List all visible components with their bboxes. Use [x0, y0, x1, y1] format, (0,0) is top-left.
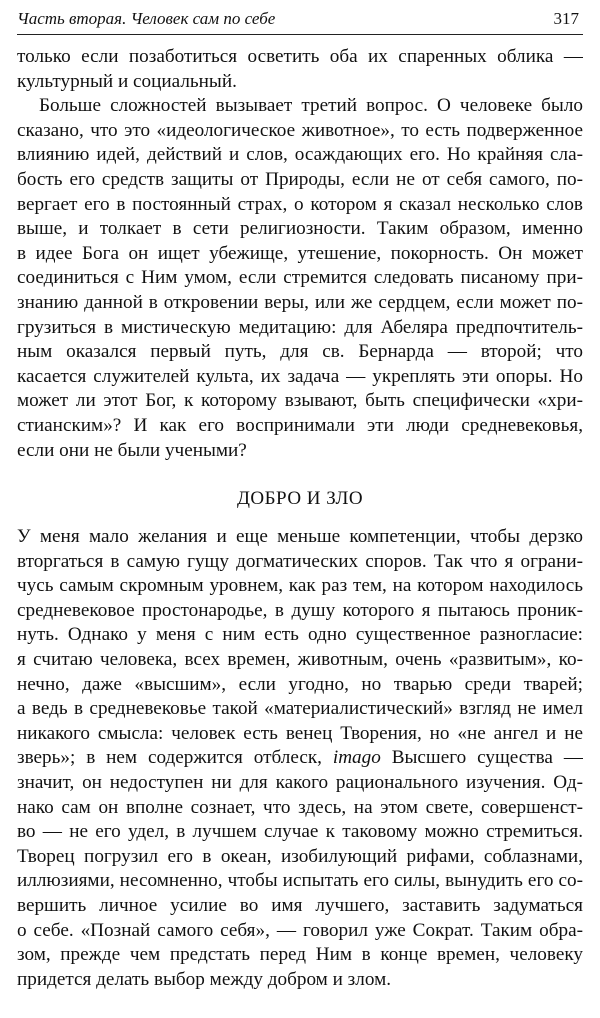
text-line: в идее Бога он ищет убежище, утешение, покорность. Он может — [17, 242, 583, 264]
text-line: касается служителей культа, их задача — укреплять эти опоры. Но — [17, 365, 583, 387]
paragraph-1 — [17, 45, 583, 94]
text-line: культурный и социальный. — [17, 70, 237, 92]
text-line: вергает его в постоянный страх, о котором я сказал несколько слов — [17, 193, 583, 215]
text-fragment: зверь»; в нем содержится отблеск, — [17, 747, 322, 769]
text-line: соединиться с Ним умом, если стремится следовать писаному при- — [17, 267, 583, 289]
text-line: а ведь в средневековье такой «материалистический» взгляд не имел — [17, 698, 583, 720]
running-title: Часть вторая. Человек сам по себе — [17, 9, 276, 28]
text-line: никакого смысла: человек есть венец Творения, но «не ангел и не — [17, 722, 583, 744]
section-heading: ДОБРО И ЗЛО — [236, 488, 364, 510]
text-line: влиянию идей, действий и слов, осаждающих его. Но крайняя сла- — [17, 144, 583, 166]
text-line: У меня мало желания и еще меньше компетенции, чтобы дерзко — [17, 526, 583, 548]
text-line: вторгаться в самую гущу догматических споров. Так что я ограни- — [17, 550, 583, 572]
text-line: сказано, что это «идеологическое животное», то есть подверженное — [17, 119, 583, 141]
text-line: средневековое простонародье, в душу которого я пытаюсь проник- — [17, 599, 583, 621]
paragraph-3 — [17, 525, 583, 992]
text-line: знанию данной в откровении веры, или же сердцем, если может по- — [17, 291, 583, 313]
text-line: чусь самым скромным уровнем, как раз тем, на котором находилось — [17, 575, 583, 597]
text-line: нако сам он вполне сознает, что здесь, на этом свете, совершенст- — [17, 796, 583, 818]
text-line: Больше сложностей вызывает третий вопрос. О человеке было — [39, 95, 583, 117]
text-line: только если позаботиться осветить оба их спаренных облика — — [17, 46, 583, 67]
text-line: может ли этот Бог, к которому взывают, быть специфически «хри- — [17, 390, 583, 412]
italic-term: imago — [332, 747, 381, 769]
text-line: если они не были учеными? — [17, 439, 247, 461]
text-line: придется делать выбор между добром и злом. — [17, 968, 392, 990]
running-header — [17, 8, 583, 30]
book-page — [17, 8, 583, 992]
text-line: о себе. «Познай самого себя», — говорил уже Сократ. Таким обра- — [17, 919, 583, 941]
text-line: значит, он недоступен ни для какого рационального изучения. Од- — [17, 772, 583, 794]
text-line: нуть. Однако у меня с ним есть одно существенное разногласие: — [17, 624, 583, 646]
text-line: Творец погрузил его в океан, изобилующий рифами, соблазнами, — [17, 845, 583, 867]
text-line: нечно, даже «высшим», если угодно, но тварью среди тварей; — [17, 673, 583, 695]
text-line: стианским»? И как его воспринимали эти люди средневековья, — [17, 414, 583, 436]
text-line: во — не его удел, в лучшем случае к таковому можно стремиться. — [17, 821, 583, 843]
text-line: ным оказался первый путь, для св. Бернарда — второй; что — [17, 341, 583, 363]
text-line: вершить личное усилие во имя лучшего, заставить задуматься — [17, 895, 583, 916]
text-line-with-italic — [17, 746, 583, 771]
text-line: грузиться в мистическую медитацию: для Абеляра предпочтитель- — [17, 316, 583, 338]
paragraph-2 — [17, 94, 583, 463]
text-line: зом, прежде чем предстать перед Ним в конце времен, человеку — [17, 944, 583, 966]
header-rule — [17, 34, 583, 35]
text-line: бость его средств защиты от Природы, если не от себя самого, по- — [17, 168, 583, 190]
text-line: выше, и толкает в сети религиозности. Таким образом, именно — [17, 218, 583, 240]
text-line: я считаю человека, всех времен, животным, очень «развитым», ко- — [17, 649, 583, 671]
text-fragment: Высшего существа — — [391, 747, 583, 769]
text-line: иллюзиями, несомненно, чтобы испытать его силы, вынудить его со- — [17, 870, 583, 892]
page-number: 317 — [553, 9, 579, 28]
